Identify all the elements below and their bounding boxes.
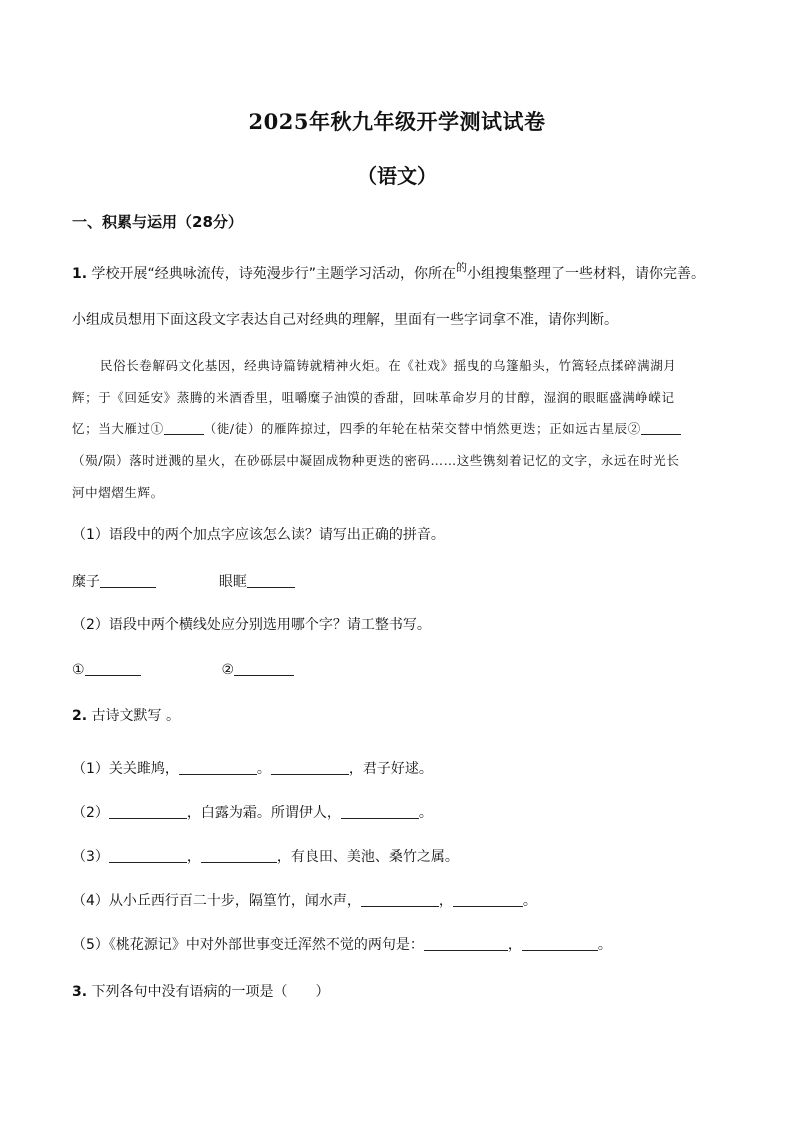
q1-intro-sup: 的 bbox=[456, 261, 468, 274]
q2-line-4 bbox=[72, 891, 537, 911]
q2-line-2 bbox=[72, 803, 433, 823]
passage-blank-2[interactable] bbox=[641, 420, 681, 435]
q2-line-5 bbox=[72, 935, 612, 955]
section-heading: 一、积累与运用（28分） bbox=[72, 213, 243, 231]
q1-sub1: （1）语段中的两个加点字应该怎么读？请写出正确的拼音。 bbox=[72, 527, 445, 543]
char-blank-b[interactable] bbox=[234, 661, 294, 676]
q2-line-3 bbox=[72, 847, 459, 867]
q2-line-2-c: 。 bbox=[418, 805, 433, 821]
q3-text: 下列各句中没有语病的一项是（ ） bbox=[91, 984, 330, 1000]
pinyin-blank-a[interactable] bbox=[100, 573, 156, 588]
page-title: 2025年秋九年级开学测试试卷 bbox=[248, 109, 546, 134]
passage-line-2: 辉；于《回延安》蒸腾的米酒香里，咀嚼糜子油馍的香甜，回味革命岁月的甘醇，湿润的眼眶盛满峥嵘记 bbox=[72, 390, 675, 405]
q2-line-1-a: （1）关关雎鸠， bbox=[72, 761, 179, 777]
q2-line-2-a: （2） bbox=[72, 805, 109, 821]
passage-line-5: 河中熠熠生辉。 bbox=[72, 485, 164, 500]
q1-intro2: 小组成员想用下面这段文字表达自己对经典的理解，里面有一些字词拿不准，请你判断。 bbox=[72, 312, 618, 328]
pinyin-label-a: 糜子 bbox=[72, 574, 100, 590]
passage-line-4: （殒/陨）落时迸溅的星火，在砂砾层中凝固成物种更迭的密码……这些镌刻着记忆的文字，永远在时光长 bbox=[72, 453, 680, 468]
char-blank-a[interactable] bbox=[85, 661, 141, 676]
q2-line-5-b: ， bbox=[507, 937, 522, 953]
q2-line-4-c: 。 bbox=[522, 893, 537, 909]
passage-line-3 bbox=[72, 419, 681, 437]
passage-blank-1[interactable] bbox=[164, 420, 204, 435]
q1-intro bbox=[72, 261, 706, 285]
q2-line-5-c: 。 bbox=[597, 937, 612, 953]
q2-line-4-b: ， bbox=[438, 893, 453, 909]
q2-blank[interactable] bbox=[361, 892, 439, 907]
q3-heading bbox=[72, 982, 330, 1002]
q2-blank[interactable] bbox=[109, 848, 187, 863]
passage-line-3-b: （徙/徒）的雁阵掠过，四季的年轮在枯荣交替中悄然更迭；正如远古星辰② bbox=[203, 421, 641, 436]
q2-line-3-a: （3） bbox=[72, 849, 109, 865]
char-label-b: ② bbox=[221, 662, 235, 678]
q2-blank[interactable] bbox=[201, 848, 277, 863]
q3-number: 3. bbox=[72, 984, 88, 1000]
q2-text: 古诗文默写 。 bbox=[91, 708, 180, 724]
passage-line-3-a: 忆；当大雁过① bbox=[72, 421, 164, 436]
q2-number: 2. bbox=[72, 708, 88, 724]
q2-line-2-b: ，白露为霜。所谓伊人， bbox=[186, 805, 341, 821]
q2-blank[interactable] bbox=[341, 804, 419, 819]
q2-line-1-c: ，君子好逑。 bbox=[348, 761, 433, 777]
q2-blank[interactable] bbox=[109, 804, 187, 819]
q2-blank[interactable] bbox=[179, 760, 257, 775]
q2-blank[interactable] bbox=[453, 892, 523, 907]
pinyin-blank-b[interactable] bbox=[247, 573, 295, 588]
q2-line-5-a: （5）《桃花源记》中对外部世事变迁浑然不觉的两句是： bbox=[72, 937, 424, 953]
q1-sub2: （2）语段中两个横线处应分别选用哪个字？请工整书写。 bbox=[72, 617, 431, 633]
q2-line-4-a: （4）从小丘西行百二十步，隔篁竹，闻水声， bbox=[72, 893, 361, 909]
q2-line-1 bbox=[72, 759, 433, 779]
q2-line-1-b: 。 bbox=[256, 761, 271, 777]
q1-sub2-answers bbox=[72, 660, 294, 680]
q1-intro-text-a: 学校开展“经典咏流传，诗苑漫步行”主题学习活动，你所在 bbox=[91, 266, 457, 282]
q1-number: 1. bbox=[72, 266, 88, 282]
char-label-a: ① bbox=[72, 662, 85, 678]
q2-line-3-c: ，有良田、美池、桑竹之属。 bbox=[276, 849, 459, 865]
passage-line-1: 民俗长卷解码文化基因，经典诗篇铸就精神火炬。在《社戏》摇曳的乌篷船头，竹篙轻点揉碎满湖月 bbox=[100, 358, 677, 373]
page-subtitle: （语文） bbox=[357, 164, 437, 188]
q1-sub1-answers bbox=[72, 572, 295, 592]
q1-intro-text-b: 小组搜集整理了一些材料，请你完善。 bbox=[467, 266, 706, 282]
q2-blank[interactable] bbox=[271, 760, 349, 775]
q2-blank[interactable] bbox=[522, 936, 598, 951]
q2-heading bbox=[72, 706, 180, 726]
q2-line-3-b: ， bbox=[186, 849, 201, 865]
q2-blank[interactable] bbox=[424, 936, 508, 951]
pinyin-label-b: 眼眶 bbox=[218, 574, 247, 590]
